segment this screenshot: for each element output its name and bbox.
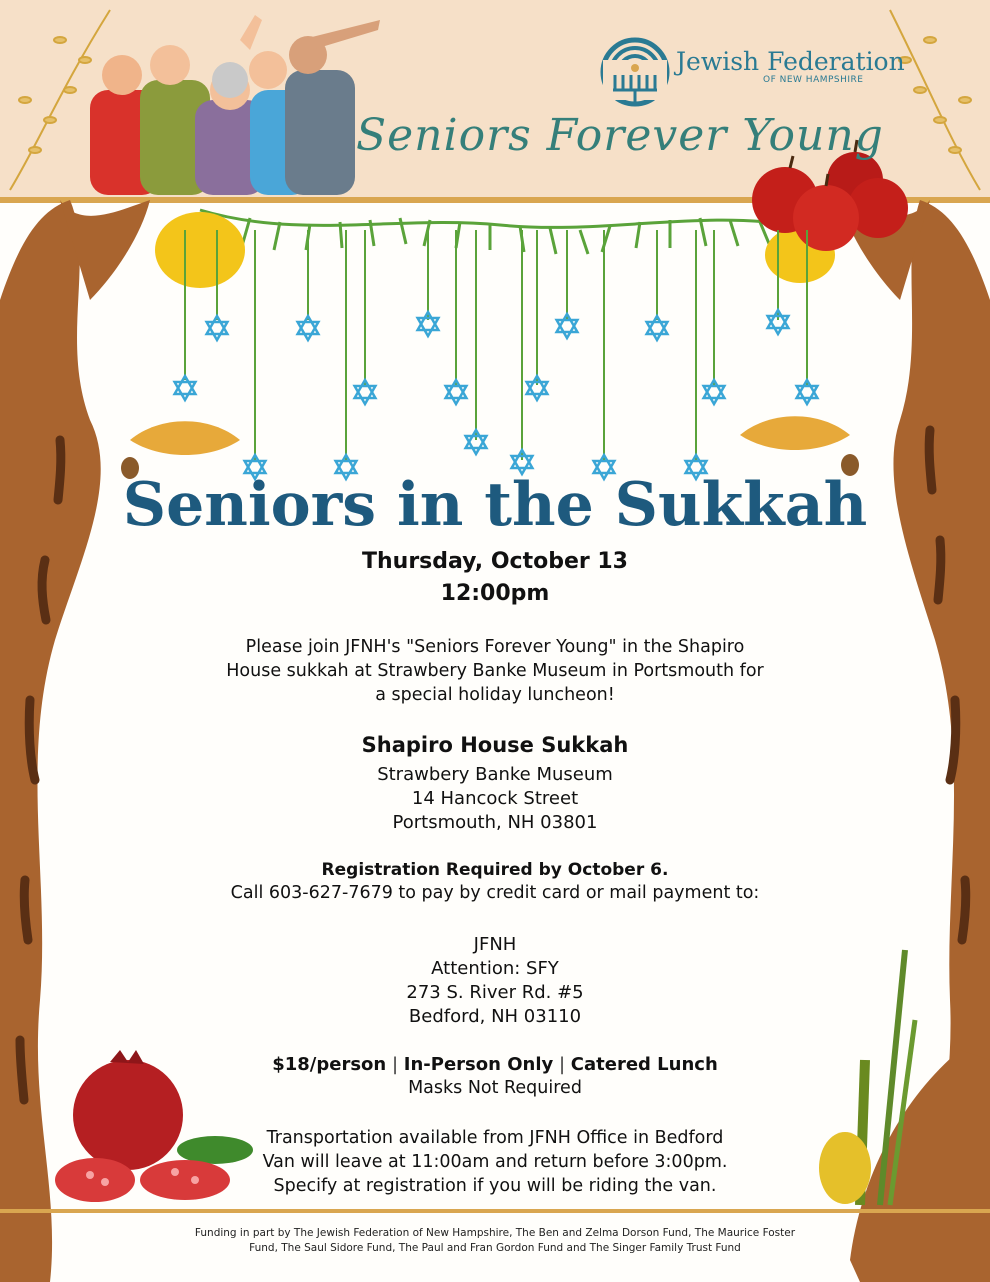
mail-address-line: Attention: SFY bbox=[431, 958, 559, 979]
separator: | bbox=[391, 1054, 399, 1075]
food-info: Catered Lunch bbox=[570, 1054, 718, 1075]
federation-logo-icon bbox=[603, 40, 667, 104]
mail-address-line: 273 S. River Rd. #5 bbox=[406, 982, 584, 1003]
venue-line: Portsmouth, NH 03801 bbox=[392, 812, 598, 833]
program-name: Seniors Forever Young bbox=[356, 110, 884, 161]
transport-line: Transportation available from JFNH Office in Bedford bbox=[266, 1128, 724, 1148]
transport-line: Van will leave at 11:00am and return before 3:00pm. bbox=[262, 1152, 728, 1172]
golden-branch-right bbox=[890, 10, 980, 190]
mail-address-line: Bedford, NH 03110 bbox=[408, 1006, 582, 1027]
venue-name: Shapiro House Sukkah bbox=[361, 733, 629, 757]
event-details bbox=[180, 1054, 810, 1075]
price: $18/person bbox=[272, 1054, 387, 1075]
venue-line: Strawbery Banke Museum bbox=[377, 764, 613, 785]
lemon-left-decoration bbox=[155, 212, 245, 288]
seniors-illustration bbox=[90, 15, 380, 195]
intro-line: a special holiday luncheon! bbox=[375, 685, 615, 705]
footer-divider bbox=[0, 1209, 990, 1213]
intro-line: House sukkah at Strawbery Banke Museum in Portsmouth for bbox=[226, 661, 764, 681]
event-intro bbox=[180, 635, 810, 707]
venue-line: 14 Hancock Street bbox=[411, 788, 579, 809]
autumn-leaf-right bbox=[740, 416, 859, 476]
palm-fronds bbox=[200, 210, 790, 254]
registration-call: Call 603-627-7679 to pay by credit card or mail payment to: bbox=[230, 883, 760, 903]
funding-line: Fund, The Saul Sidore Fund, The Paul and Fran Gordon Fund and The Singer Family Trust Fund bbox=[249, 1242, 741, 1254]
intro-line: Please join JFNH's "Seniors Forever Young" in the Shapiro bbox=[245, 637, 745, 657]
mail-address-line: JFNH bbox=[473, 934, 517, 955]
funding-line: Funding in part by The Jewish Federation of New Hampshire, The Ben and Zelma Dorson Fund, The Maurice Foster bbox=[194, 1227, 796, 1239]
registration-deadline: Registration Required by October 6. bbox=[321, 860, 669, 880]
star-of-david-icons bbox=[175, 310, 818, 479]
separator: | bbox=[558, 1054, 566, 1075]
org-name: Jewish Federation bbox=[676, 47, 905, 76]
funding-credits bbox=[130, 1226, 860, 1256]
attendance-mode: In-Person Only bbox=[403, 1054, 554, 1075]
event-title: Seniors in the Sukkah bbox=[122, 470, 868, 540]
mask-policy: Masks Not Required bbox=[408, 1078, 582, 1098]
event-time: 12:00pm bbox=[440, 581, 550, 606]
event-date: Thursday, October 13 bbox=[361, 549, 628, 574]
org-subname: OF NEW HAMPSHIRE bbox=[763, 75, 864, 85]
transport-line: Specify at registration if you will be riding the van. bbox=[273, 1176, 717, 1196]
hanging-stars bbox=[185, 230, 807, 460]
